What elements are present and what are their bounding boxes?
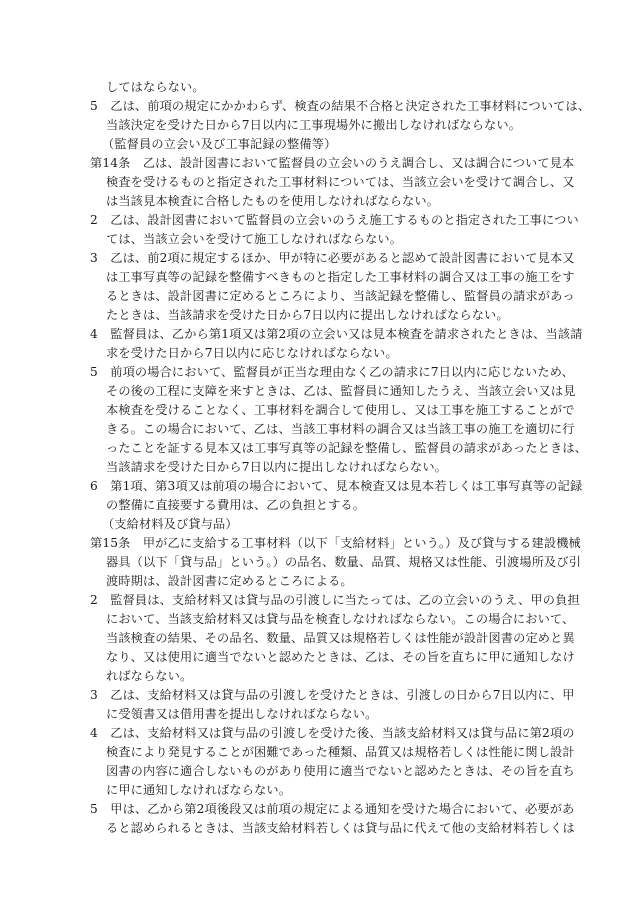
text-line: 検査により発見することが困難であった種類、品質又は規格若しくは性能に関し設計 — [106, 745, 575, 759]
text-line: 4 乙は、支給材料又は貸与品の引渡しを受けた後、当該支給材料又は貸与品に第2項の — [90, 726, 575, 740]
text-line: 当該請求を受けた日から7日以内に提出しなければならない。 — [106, 460, 448, 474]
text-line: 2 監督員は、支給材料又は貸与品の引渡しに当たっては、乙の立会いのうえ、甲の負担 — [90, 593, 580, 607]
text-line: は工事写真等の記録を整備すべきものと指定した工事材料の調合又は工事の施工をす — [106, 270, 575, 284]
text-line: 第14条 乙は、設計図書において監督員の立会いのうえ調合し、又は調合について見本 — [90, 156, 575, 170]
text-line: に受領書又は借用書を提出しなければならない。 — [106, 707, 378, 721]
text-line: において、当該支給材料又は貸与品を検査しなければならない。この場合において、 — [106, 612, 575, 626]
text-line: に甲に通知しなければならない。 — [106, 783, 292, 797]
text-line: たときは、当該請求を受けた日から7日以内に提出しなければならない。 — [106, 308, 509, 322]
text-line: ると認められるときは、当該支給材料若しくは貸与品に代えて他の支給材料若しくは — [106, 821, 575, 835]
text-line: 求を受けた日から7日以内に応じなければならない。 — [106, 346, 398, 360]
text-line: 4 監督員は、乙から第1項又は第2項の立会い又は見本検査を請求されたときは、当該請 — [90, 327, 583, 341]
text-line: ればならない。 — [106, 669, 193, 683]
text-line: 3 乙は、前2項に規定するほか、甲が特に必要があると認めて設計図書において見本又 — [90, 251, 575, 265]
text-line: きる。この場合において、乙は、当該工事材料の調合又は当該工事の施工を適切に行 — [106, 422, 575, 436]
text-line: してはならない。 — [106, 80, 205, 94]
heading-text: （監督員の立会い及び工事記録の整備等） — [102, 137, 337, 151]
text-line: 器具（以下「貸与品」という。）の品名、数量、品質、規格又は性能、引渡場所及び引 — [106, 555, 582, 569]
text-line: 当該決定を受けた日から7日以内に工事現場外に搬出しなければならない。 — [106, 118, 522, 132]
text-line: 検査を受けるものと指定された工事材料については、当該立会いを受けて調合し、又 — [106, 175, 575, 189]
text-line: 6 第1項、第3項又は前項の場合において、見本検査又は見本若しくは工事写真等の記録 — [90, 479, 583, 493]
text-line: 本検査を受けることなく、工事材料を調合して使用し、又は工事を施工することがで — [106, 403, 575, 417]
text-line: 当該検査の結果、その品名、数量、品質又は規格若しくは性能が設計図書の定めと異 — [106, 631, 575, 645]
text-line: ては、当該立会いを受けて施工しなければならない。 — [106, 232, 403, 246]
text-line: 3 乙は、支給材料又は貸与品の引渡しを受けたときは、引渡しの日から7日以内に、甲 — [90, 688, 575, 702]
text-line: 第15条 甲が乙に支給する工事材料（以下「支給材料」という。）及び貸与する建設機械 — [90, 536, 581, 550]
heading-text: （支給材料及び貸与品） — [102, 517, 238, 531]
text-line: 5 前項の場合において、監督員が正当な理由なく乙の請求に7日以内に応じないため、 — [90, 365, 574, 379]
text-line: 5 甲は、乙から第2項後段又は前項の規定による通知を受けた場合において、必要があ — [90, 802, 575, 816]
text-line: ったことを証する見本又は工事写真等の記録を整備し、監督員の請求があったときは、 — [106, 441, 588, 455]
text-line: るときは、設計図書に定めるところにより、当該記録を整備し、監督員の請求があっ — [106, 289, 575, 303]
text-line: は当該見本検査に合格したものを使用しなければならない。 — [106, 194, 440, 208]
text-line: 5 乙は、前項の規定にかかわらず、検査の結果不合格と決定された工事材料については、 — [90, 99, 591, 113]
text-line: の整備に直接要する費用は、乙の負担とする。 — [106, 498, 366, 512]
text-line: 2 乙は、設計図書において監督員の立会いのうえ施工するものと指定された工事につい — [90, 213, 579, 227]
text-line: 渡時期は、設計図書に定めるところによる。 — [106, 574, 353, 588]
text-line: 図書の内容に適合しないものがあり使用に適当でないと認めたときは、その旨を直ち — [106, 764, 575, 778]
text-line: その後の工程に支障を来すときは、乙は、監督員に通知したうえ、当該立会い又は見 — [106, 384, 576, 398]
text-line: なり、又は使用に適当でないと認めたときは、乙は、その旨を直ちに甲に通知しなけ — [106, 650, 575, 664]
